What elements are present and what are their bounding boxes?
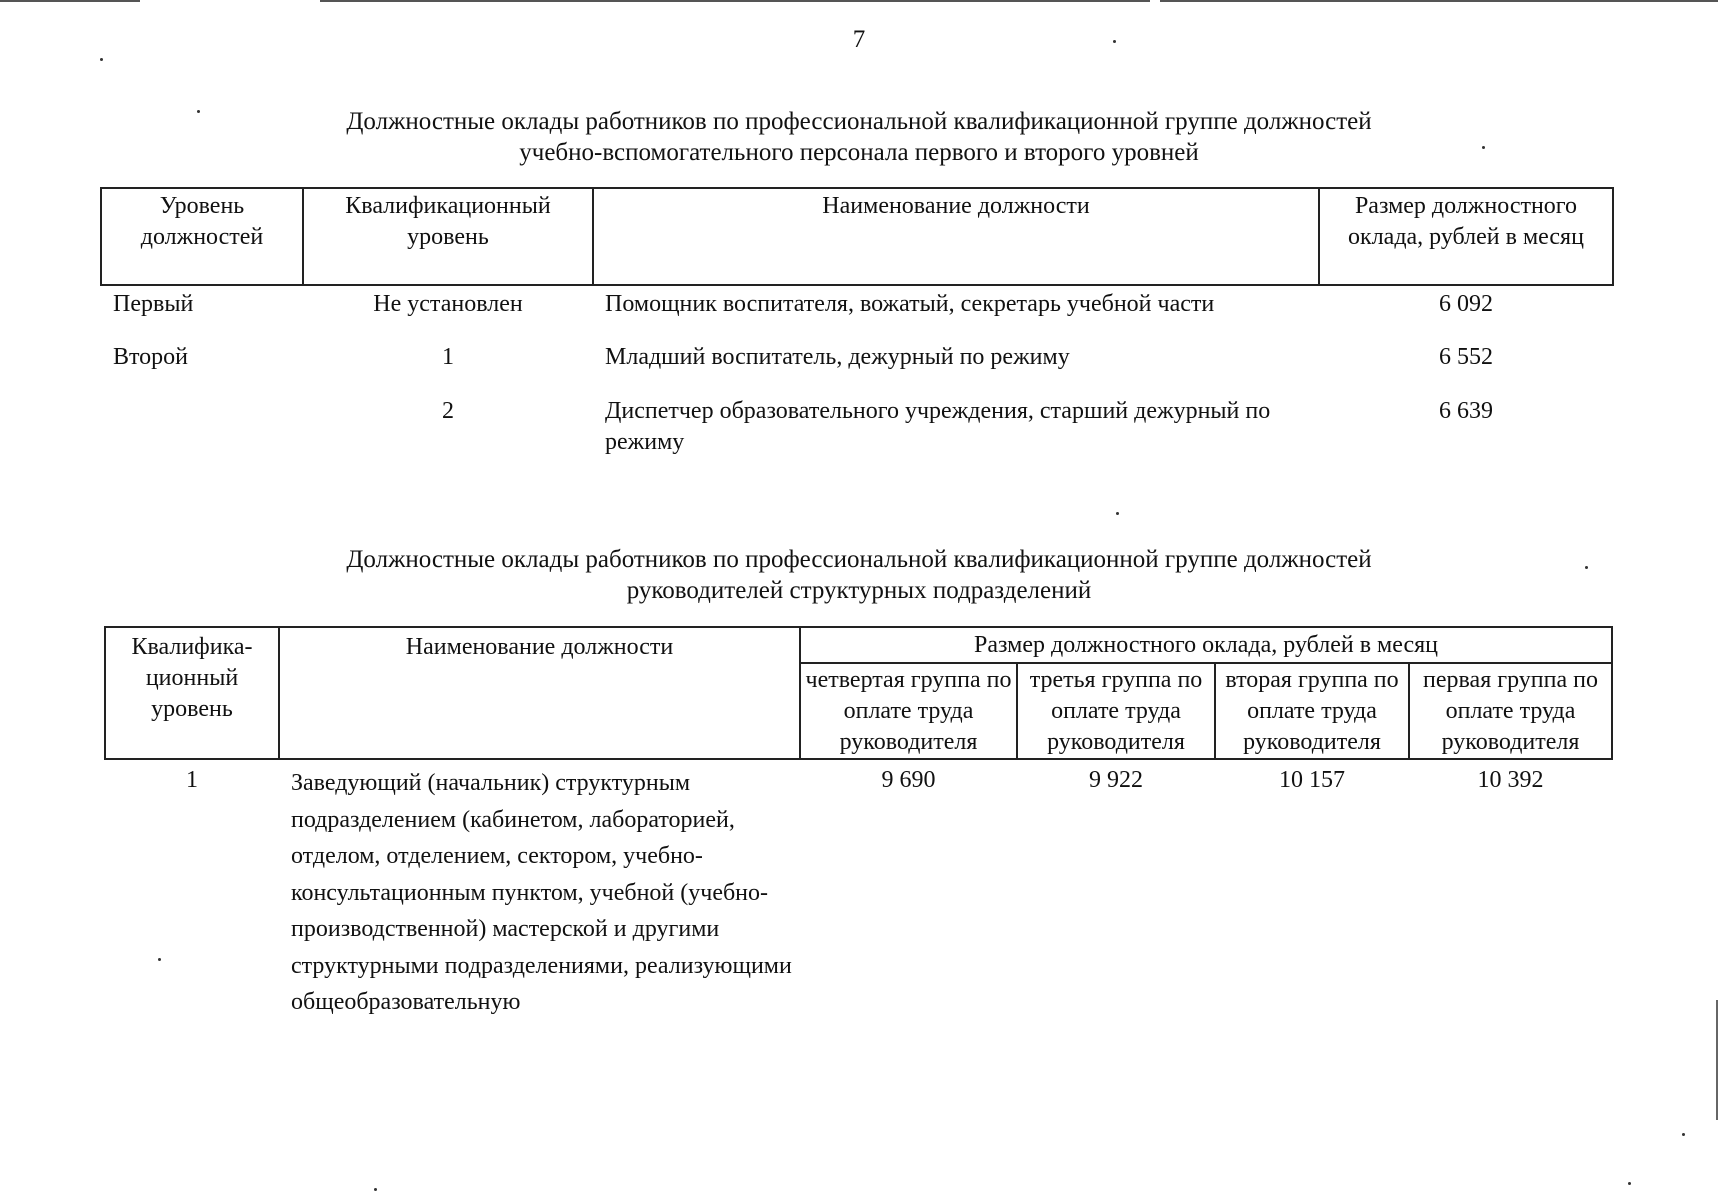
- scan-speck: [1116, 512, 1119, 515]
- table-header-row: [101, 188, 1613, 285]
- header-salary-span: Размер должностного оклада, рублей в месяц: [800, 627, 1612, 663]
- header-qualification: Квалифика-ционный уровень: [105, 627, 279, 759]
- scan-speck: [158, 958, 161, 961]
- section2-title-line1: Должностные оклады работников по профессиональной квалификационной группе должностей: [346, 546, 1372, 573]
- section2-title: [0, 544, 1718, 606]
- cell-qualification: 1: [186, 767, 198, 793]
- cell-group4: 9 690: [881, 767, 936, 793]
- cell-level: Первый: [113, 291, 194, 317]
- page-number: 7: [852, 26, 866, 53]
- cell-position: Диспетчер образовательного учреждения, старший дежурный по режиму: [605, 398, 1271, 455]
- cell-position: Помощник воспитателя, вожатый, секретарь учебной части: [605, 291, 1215, 317]
- cell-group1: 10 392: [1477, 767, 1544, 793]
- section1-title-line2: учебно-вспомогательного персонала первого и второго уровней: [519, 139, 1199, 166]
- salary-table-unit-heads: [104, 626, 1613, 1021]
- salary-table-support-staff: [100, 187, 1614, 458]
- scan-speck: [1113, 40, 1116, 43]
- cell-salary: 6 639: [1439, 398, 1493, 424]
- cell-group3: 9 922: [1089, 767, 1143, 793]
- cell-level: Второй: [113, 344, 189, 370]
- header-level: Уровень должностей: [101, 188, 303, 285]
- table-row: [105, 759, 1612, 1021]
- scan-speck: [197, 110, 200, 113]
- table-row: [101, 393, 1613, 458]
- cell-salary: 6 092: [1439, 291, 1493, 317]
- table-header-row: [105, 627, 1612, 663]
- header-group1: первая группа по оплате труда руководителя: [1409, 663, 1612, 759]
- cell-group2: 10 157: [1279, 767, 1345, 793]
- section1-title: [0, 106, 1718, 168]
- cell-position: Заведующий (начальник) структурным подразделением (кабинетом, лабораторией, отделом, отделением, сектором, учебно-консультационным пунктом, учебной (учебно-производственной) мастерской и другими структурными подразделениями, реализующими общеобразовательную: [291, 770, 792, 1015]
- scan-speck: [1585, 566, 1588, 569]
- scan-speck: [374, 1188, 377, 1191]
- scan-gap: [140, 0, 320, 3]
- section2-title-line2: руководителей структурных подразделений: [626, 577, 1092, 604]
- table-row: [101, 285, 1613, 339]
- header-group4: четвертая группа по оплате труда руководителя: [800, 663, 1017, 759]
- scan-speck: [1682, 1133, 1685, 1136]
- header-qualification: Квалификационный уровень: [303, 188, 593, 285]
- table-row: [101, 339, 1613, 393]
- header-position: Наименование должности: [279, 627, 800, 759]
- header-group2: вторая группа по оплате труда руководителя: [1215, 663, 1409, 759]
- header-group3: третья группа по оплате труда руководителя: [1017, 663, 1215, 759]
- cell-level: [101, 393, 303, 458]
- cell-salary: 6 552: [1439, 344, 1493, 370]
- section1-title-line1: Должностные оклады работников по профессиональной квалификационной группе должностей: [346, 108, 1372, 135]
- cell-qualification: 2: [442, 398, 454, 424]
- scan-speck: [1628, 1182, 1631, 1185]
- cell-position: Младший воспитатель, дежурный по режиму: [605, 344, 1070, 370]
- scan-speck: [1482, 146, 1485, 149]
- cell-qualification: Не установлен: [373, 291, 523, 317]
- header-position: Наименование должности: [593, 188, 1319, 285]
- scan-speck: [100, 58, 103, 61]
- scan-gap: [1150, 0, 1160, 3]
- header-salary: Размер должностного оклада, рублей в месяц: [1319, 188, 1613, 285]
- cell-qualification: 1: [442, 344, 454, 370]
